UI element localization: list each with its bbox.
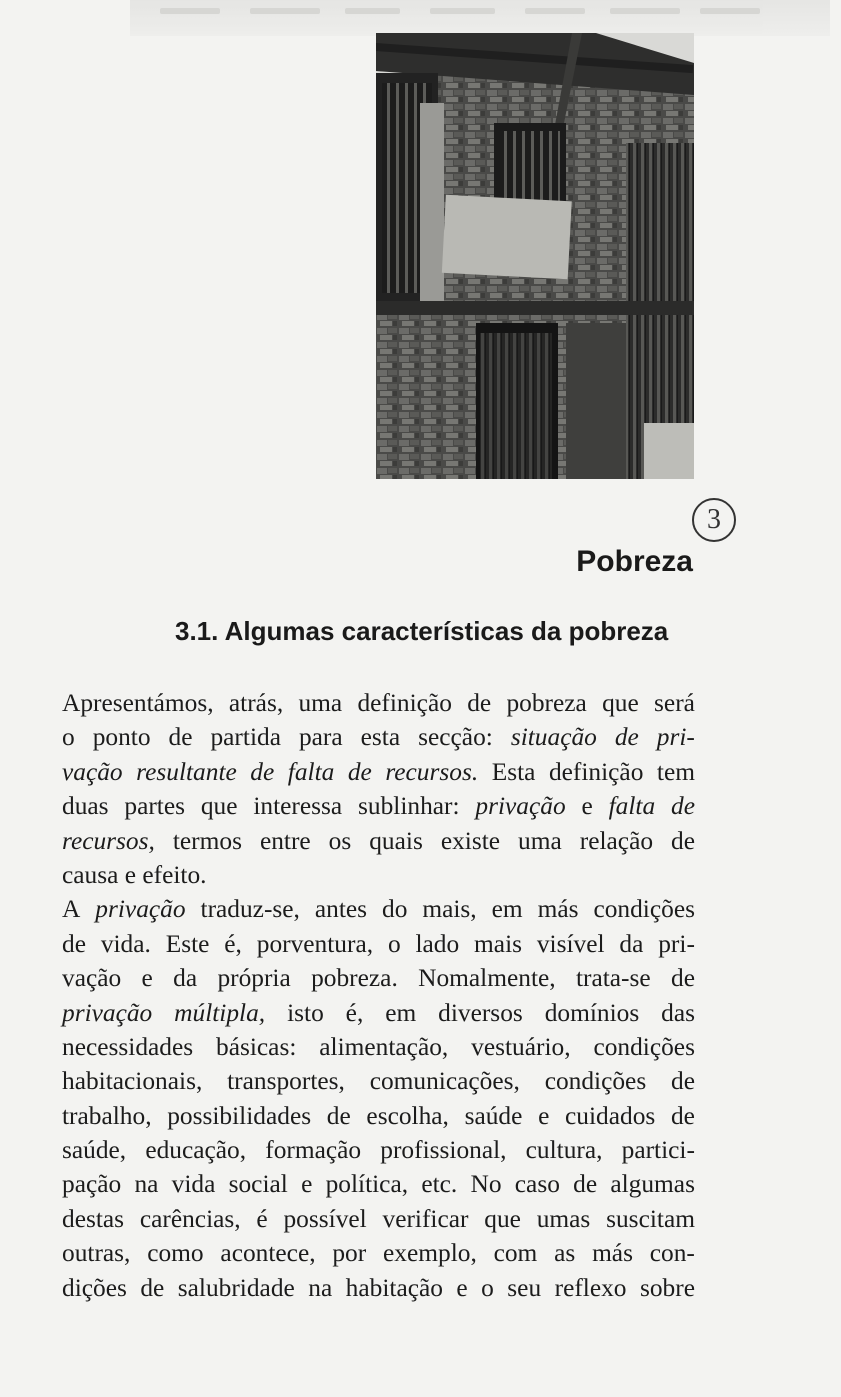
text-word: caso (514, 1170, 560, 1199)
text-word: tem (656, 757, 695, 786)
text-word: será (654, 689, 695, 717)
text-word: A (62, 895, 81, 924)
text-word: partici- (621, 1136, 695, 1165)
text-word: e (141, 964, 153, 993)
text-word: as (554, 1239, 576, 1268)
text-word: condições (544, 1067, 647, 1096)
text-word: relação (579, 826, 654, 855)
text-word: existe (440, 826, 501, 855)
text-word: sublinhar: (358, 792, 460, 821)
text-word: de (671, 964, 695, 993)
text-word: reflexo (554, 1273, 627, 1302)
text-line (62, 1271, 695, 1305)
text-word: múltipla, (174, 998, 266, 1027)
text-word: visível (536, 929, 605, 958)
text-line (62, 1167, 695, 1201)
text-word: necessidades (62, 1032, 194, 1061)
text-word: mais, (422, 895, 477, 924)
text-word: condições (593, 1032, 695, 1061)
text-word: dições (62, 1273, 127, 1302)
text-word: em (491, 895, 523, 924)
text-word: para (298, 723, 343, 752)
text-word: educação, (145, 1136, 247, 1165)
text-word: pação (62, 1170, 122, 1199)
text-word: pobreza. (311, 964, 398, 993)
text-word: partes (124, 792, 186, 821)
text-word: privação (95, 895, 186, 924)
text-word: política, (325, 1170, 409, 1199)
text-word: Este (165, 929, 210, 958)
text-word: uma (298, 689, 343, 717)
bleed-through-strip (130, 0, 830, 36)
text-word: o (481, 1273, 494, 1302)
text-word: con- (649, 1239, 695, 1268)
text-word: vida (171, 1170, 216, 1199)
text-word: o (62, 723, 75, 752)
text-word: saúde (464, 1101, 523, 1130)
text-word: ponto (92, 723, 151, 752)
text-word: com (493, 1239, 538, 1268)
text-word: recursos, (62, 826, 155, 855)
text-word: por (332, 1239, 367, 1268)
text-word: de (62, 929, 86, 958)
text-line (62, 755, 695, 789)
text-line (62, 1099, 695, 1133)
text-word: própria (217, 964, 291, 993)
text-word: de (573, 1170, 598, 1199)
text-word: de (168, 723, 193, 752)
chapter-title: Pobreza (576, 545, 693, 578)
text-word: de (614, 723, 639, 752)
text-word: alimentação, (319, 1032, 449, 1061)
text-line (62, 996, 695, 1030)
text-word: habitacionais, (62, 1067, 203, 1096)
text-line (62, 892, 695, 926)
text-word: de (670, 1101, 695, 1130)
text-word: e (538, 1101, 550, 1130)
text-word: No (470, 1170, 502, 1199)
text-word: básicas: (216, 1032, 297, 1061)
text-word: suscitam (606, 1204, 695, 1233)
text-word: isto (287, 998, 324, 1027)
text-word: vida. (100, 929, 151, 958)
text-word: entre (259, 826, 311, 855)
text-word: o (387, 929, 401, 958)
text-line (62, 1236, 695, 1270)
text-word: carências, (139, 1204, 241, 1233)
text-word: outras, (62, 1239, 131, 1268)
text-word: interessa (253, 792, 343, 821)
text-word: pri- (656, 723, 695, 752)
text-word: das (661, 998, 695, 1027)
text-word: e (456, 1273, 468, 1302)
text-word: diversos (438, 998, 523, 1027)
text-line (62, 1133, 695, 1167)
text-word: esta (360, 723, 401, 752)
chapter-number-badge: 3 (692, 498, 736, 542)
text-word: uma (518, 826, 562, 855)
text-word: possibilidades (167, 1101, 312, 1130)
text-word: da (619, 929, 644, 958)
text-line (62, 686, 695, 720)
text-line (62, 1064, 695, 1098)
text-word: quais (369, 826, 423, 855)
text-word: acontece, (220, 1239, 316, 1268)
text-word: é, (345, 998, 364, 1027)
text-word: como (147, 1239, 204, 1268)
text-line (62, 720, 695, 754)
text-word: definição (548, 757, 644, 786)
text-word: é, (224, 929, 242, 958)
text-word: possível (283, 1204, 367, 1233)
text-word: situação (510, 723, 597, 752)
text-line (62, 1202, 695, 1236)
text-word: trata-se (575, 964, 651, 993)
text-word: saúde, (62, 1136, 127, 1165)
text-word: é (256, 1204, 268, 1233)
text-word: sobre (639, 1273, 695, 1302)
text-word: destas (62, 1204, 125, 1233)
body-paragraphs (62, 686, 695, 1305)
text-word: salubridade (177, 1273, 295, 1302)
stone-house-photo (376, 33, 694, 479)
text-word: privação (475, 792, 566, 821)
text-word: algumas (610, 1170, 695, 1199)
text-word: de (250, 757, 275, 786)
text-word: umas (536, 1204, 591, 1233)
text-word: que (602, 689, 639, 717)
text-word: lado (415, 929, 460, 958)
text-word: de (671, 1067, 695, 1096)
text-word: comunicações, (369, 1067, 520, 1096)
text-word: secção: (418, 723, 493, 752)
text-word: domínios (544, 998, 640, 1027)
text-word: atrás, (228, 689, 284, 717)
text-word: habitação (345, 1273, 443, 1302)
text-word: do (382, 895, 408, 924)
text-word: privação (62, 998, 153, 1027)
text-word: que (484, 1204, 521, 1233)
text-word: falta (287, 757, 335, 786)
text-word: falta (608, 792, 656, 821)
text-word: na (134, 1170, 159, 1199)
text-line (62, 961, 695, 995)
text-word: da (173, 964, 198, 993)
text-word: Esta (491, 757, 536, 786)
text-word: profissional, (380, 1136, 507, 1165)
text-word: de (347, 757, 372, 786)
text-word: antes (314, 895, 368, 924)
text-word: verificar (382, 1204, 469, 1233)
text-word: que (200, 792, 238, 821)
text-word: pri- (658, 929, 695, 958)
text-word: de (140, 1273, 165, 1302)
text-word: de (326, 1101, 351, 1130)
text-word: termos (172, 826, 242, 855)
text-word: mais (474, 929, 523, 958)
text-word: recursos. (385, 757, 479, 786)
photo-drawing (376, 33, 694, 479)
section-heading: 3.1. Algumas características da pobreza (175, 616, 669, 646)
text-word: etc. (421, 1170, 458, 1199)
text-word: vestuário, (471, 1032, 571, 1061)
text-word: definição (357, 689, 452, 717)
text-word: de (671, 792, 695, 821)
text-word: formação (265, 1136, 362, 1165)
text-word: de (467, 689, 492, 717)
text-word: os (328, 826, 352, 855)
text-word: exemplo, (383, 1239, 477, 1268)
text-word: social (228, 1170, 288, 1199)
text-word: trabalho, (62, 1101, 152, 1130)
text-line (62, 858, 695, 892)
text-word: causa e efeito. (62, 860, 207, 889)
text-word: e (301, 1170, 313, 1199)
text-word: seu (507, 1273, 542, 1302)
text-word: partida (210, 723, 281, 752)
text-word: na (308, 1273, 333, 1302)
text-line (62, 789, 695, 823)
text-word: condições (593, 895, 695, 924)
text-word: más (592, 1239, 633, 1268)
text-word: de (671, 826, 695, 855)
text-word: porventura, (256, 929, 374, 958)
text-line (62, 824, 695, 858)
text-word: traduz-se, (200, 895, 300, 924)
text-word: em (385, 998, 417, 1027)
text-word: cultura, (525, 1136, 603, 1165)
text-word: vação (62, 757, 123, 786)
text-line (62, 927, 695, 961)
text-word: Apresentámos, (62, 689, 214, 717)
text-line (62, 1030, 695, 1064)
text-word: vação (62, 964, 122, 993)
text-word: Nomalmente, (418, 964, 556, 993)
text-word: e (581, 792, 593, 821)
text-word: transportes, (227, 1067, 345, 1096)
text-word: resultante (136, 757, 237, 786)
text-word: duas (62, 792, 109, 821)
text-word: pobreza (506, 689, 587, 717)
text-word: escolha, (366, 1101, 449, 1130)
text-word: más (537, 895, 579, 924)
text-word: cuidados (565, 1101, 656, 1130)
